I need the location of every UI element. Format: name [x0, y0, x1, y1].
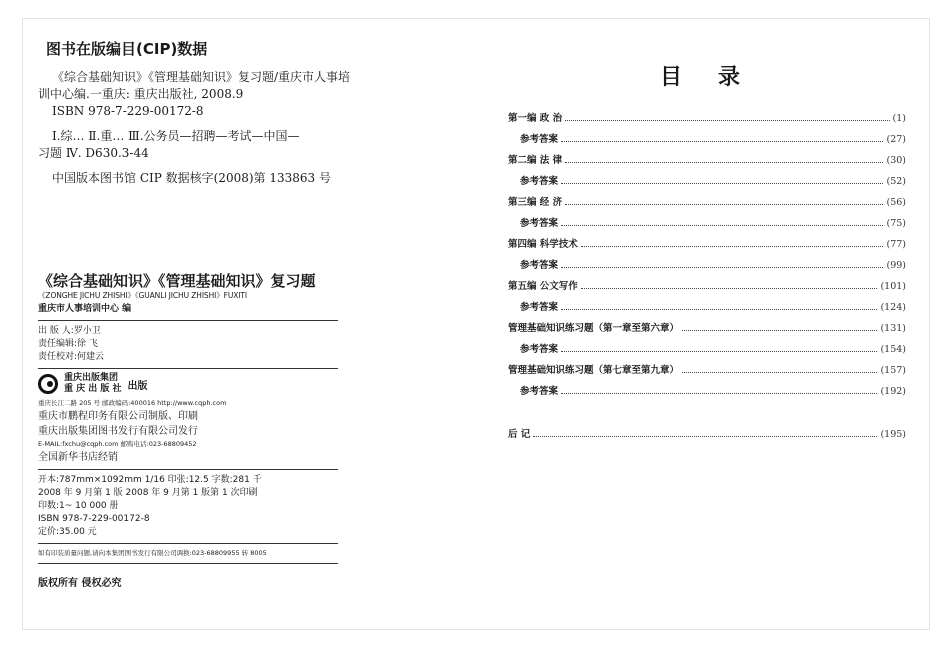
divider: [38, 469, 338, 470]
toc-entry-label: 参考答案: [520, 218, 559, 229]
toc-entry-page: (195): [880, 429, 906, 440]
toc-entry[interactable]: [508, 131, 906, 152]
toc-entry-page: (1): [892, 113, 906, 124]
toc-entry-page: (56): [886, 197, 906, 208]
toc-entry[interactable]: [508, 320, 906, 341]
toc-entry-page: (124): [880, 302, 906, 313]
toc-entry-page: (99): [886, 260, 906, 271]
divider: [38, 368, 338, 369]
toc-entry[interactable]: [508, 110, 906, 131]
toc-entry[interactable]: [508, 194, 906, 215]
divider: [38, 543, 338, 544]
toc-entry-label: 第一编 政 治: [508, 113, 563, 124]
book-pinyin: 《ZONGHE JICHU ZHISHI》《GUANLI JICHU ZHISHI》FUXITI: [38, 291, 247, 300]
toc-entry-label: 第二编 法 律: [508, 155, 563, 166]
toc-entry-page: (27): [886, 134, 906, 145]
toc-entry[interactable]: [508, 278, 906, 299]
cip-line-2: 训中心编.一重庆: 重庆出版社, 2008.9: [38, 87, 244, 101]
book-edition: 2008 年 9 月第 1 版 2008 年 9 月第 1 版第 1 次印刷: [38, 488, 258, 498]
publisher-address: 重庆长江二路 205 号 邮政编码:400016 http://www.cqph.com: [38, 399, 227, 407]
toc-entry-page: (77): [886, 239, 906, 250]
toc-entry-label: 参考答案: [520, 386, 559, 397]
quality-note: 如有印装质量问题,请向本集团图书发行有限公司调换:023-68809955 转 8005: [38, 549, 267, 557]
divider: [38, 320, 338, 321]
toc-entry-page: (30): [886, 155, 906, 166]
seller: 全国新华书店经销: [38, 452, 118, 463]
cip-section: [38, 30, 478, 187]
toc-entry[interactable]: [508, 362, 906, 383]
book-title: 《综合基础知识》《管理基础知识》复习题: [38, 272, 316, 290]
distributor: 重庆出版集团图书发行有限公司发行: [38, 426, 198, 437]
toc-entry[interactable]: [508, 299, 906, 320]
toc-entry-page: (52): [886, 176, 906, 187]
toc-entry-page: (75): [886, 218, 906, 229]
book-price: 定价:35.00 元: [38, 527, 97, 537]
responsible-editor: 责任编辑:徐 飞: [38, 339, 98, 349]
toc-entry[interactable]: [508, 383, 906, 404]
toc-entry-label: 第五编 公文写作: [508, 281, 578, 292]
publisher-press: 重 庆 出 版 社: [64, 384, 122, 394]
publisher-logo-icon: [38, 374, 58, 394]
toc-entry-page: (101): [880, 281, 906, 292]
cip-isbn: ISBN 978-7-229-00172-8: [52, 104, 204, 118]
toc-entry[interactable]: [508, 173, 906, 194]
cip-class-1: Ⅰ.综… Ⅱ.重… Ⅲ.公务员—招聘—考试—中国—: [52, 129, 300, 143]
toc-title-char: 目: [660, 65, 685, 90]
cip-number: 中国版本图书馆 CIP 数据核字(2008)第 133863 号: [52, 171, 331, 185]
toc-entry[interactable]: [508, 236, 906, 257]
toc-entry-label: 管理基础知识练习题（第七章至第九章）: [508, 365, 680, 376]
toc-entry-label: 参考答案: [520, 134, 559, 145]
cip-line-1: 《综合基础知识》《管理基础知识》复习题/重庆市人事培: [52, 70, 351, 84]
cip-class-2: 习题 Ⅳ. D630.3-44: [38, 146, 149, 160]
toc-entry[interactable]: [508, 215, 906, 236]
toc-entry[interactable]: [508, 257, 906, 278]
toc-entry-page: (154): [880, 344, 906, 355]
cip-heading: 图书在版编目(CIP)数据: [46, 40, 208, 58]
toc-entry-page: (131): [880, 323, 906, 334]
toc-title-char: 录: [718, 65, 743, 90]
book-format: 开本:787mm×1092mm 1/16 印张:12.5 字数:281 千: [38, 475, 262, 485]
contact: E-MAIL:fxchu@cqph.com 邮购电话:023-68809452: [38, 440, 197, 448]
book-editor: 重庆市人事培训中心 编: [38, 304, 132, 314]
toc-entry-label: 管理基础知识练习题（第一章至第六章）: [508, 323, 680, 334]
book-info: [38, 272, 338, 589]
toc-entry-page: (157): [880, 365, 906, 376]
toc-list: [508, 110, 906, 447]
toc-entry[interactable]: [508, 152, 906, 173]
publish-label: 出版: [127, 380, 148, 392]
printer: 重庆市鹏程印务有限公司制版、印刷: [38, 411, 198, 422]
print-run: 印数:1~ 10 000 册: [38, 501, 119, 511]
toc-entry-label: 后 记: [508, 429, 531, 440]
publisher-person: 出 版 人:罗小卫: [38, 326, 101, 336]
toc-entry-page: (192): [880, 386, 906, 397]
toc-entry-label: 第三编 经 济: [508, 197, 563, 208]
publisher-row: [38, 373, 338, 395]
toc-entry[interactable]: [508, 341, 906, 362]
rights-notice: 版权所有 侵权必究: [38, 578, 122, 589]
toc-entry-postscript[interactable]: [508, 426, 906, 447]
toc-entry-label: 参考答案: [520, 344, 559, 355]
toc-entry-label: 参考答案: [520, 260, 559, 271]
toc-entry-label: 参考答案: [520, 176, 559, 187]
toc-entry-label: 参考答案: [520, 302, 559, 313]
divider: [38, 563, 338, 564]
toc-entry-label: 第四编 科学技术: [508, 239, 578, 250]
book-isbn: ISBN 978-7-229-00172-8: [38, 514, 150, 524]
proofreader: 责任校对:何建云: [38, 352, 105, 362]
publisher-group: 重庆出版集团: [64, 373, 119, 383]
toc-title: [660, 60, 742, 91]
